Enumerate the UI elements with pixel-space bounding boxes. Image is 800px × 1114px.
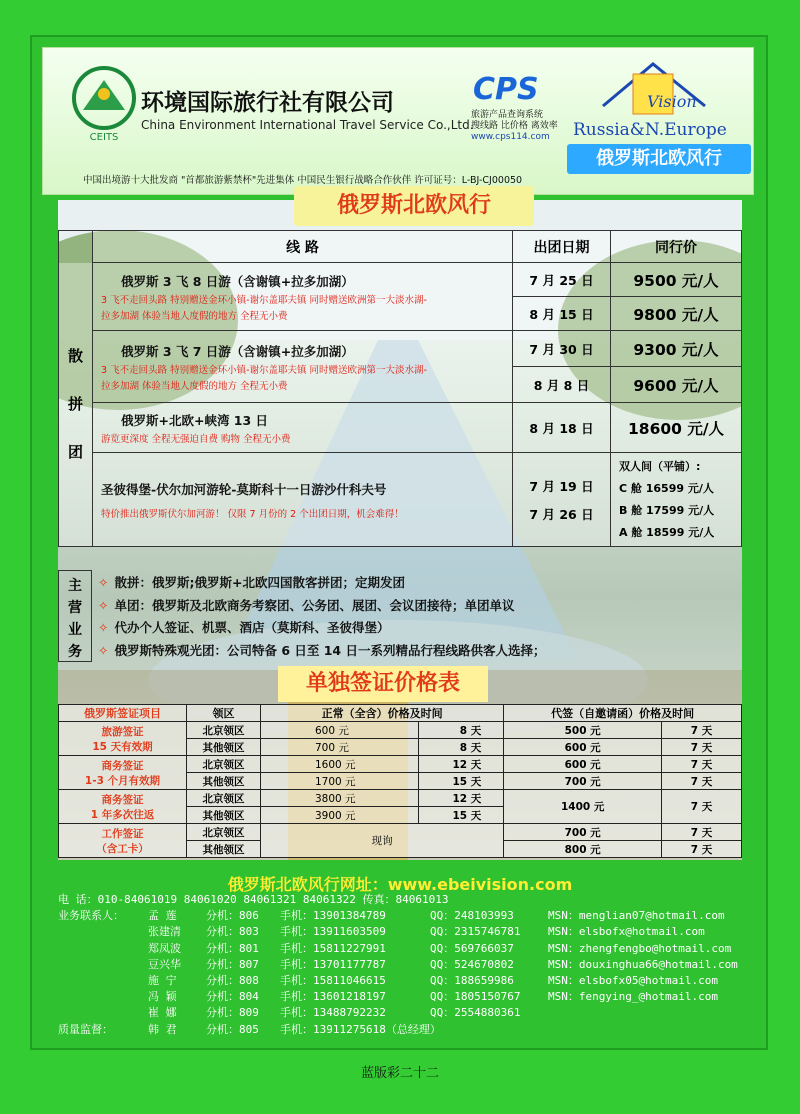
quality-row	[58, 1022, 758, 1038]
visa-region: 北京领区	[187, 824, 261, 841]
departure-date: 8 月 18 日	[513, 403, 611, 453]
contact-field: QQ：248103993	[430, 909, 514, 923]
route-remark: 拉多加湖 体验当地人度假的地方 全程无小费	[101, 310, 288, 322]
visa-agent-price: 600 元	[504, 739, 662, 756]
visa-days: 15 天	[418, 773, 503, 790]
visa-title: 单独签证价格表	[278, 666, 488, 702]
phone-text: 电 话：010-84061019 84061020 84061321 84061322 传真：84061013	[58, 893, 449, 906]
route-title: 俄罗斯+北欧+峡湾 13 日	[121, 412, 269, 428]
visa-header: 领区	[187, 705, 261, 722]
cabin-price: B 舱 17599 元/人	[619, 503, 715, 517]
departure-date: 8 月 15 日	[513, 297, 611, 331]
contact-field: 手机：15811227991	[280, 941, 386, 955]
departure-dates	[513, 453, 611, 547]
visa-item-line: 15 天有效期	[92, 740, 153, 753]
visa-item	[59, 722, 187, 756]
contact-field: 豆兴华	[148, 957, 181, 971]
contact-field: 手机：13701177787	[280, 957, 386, 971]
business-text: 俄罗斯特殊观光团：公司特备 6 日至 14 日一系列精品行程线路供客人选择；	[114, 642, 546, 658]
svg-text:CEITS: CEITS	[89, 132, 119, 143]
visa-region: 其他领区	[187, 841, 261, 858]
house-roof-icon	[593, 56, 713, 126]
ceits-logo	[69, 64, 139, 144]
departure-date: 7 月 19 日	[529, 478, 594, 494]
company-name-cn: 环境国际旅行社有限公司	[141, 90, 394, 116]
route-title: 俄罗斯 3 飞 7 日游（含谢镇+拉多加湖）	[121, 343, 354, 359]
visa-price: 600 元	[261, 722, 419, 739]
business-text: 散拼：俄罗斯;俄罗斯+北欧四国散客拼团；定期发团	[114, 575, 405, 590]
tour-route-2	[93, 331, 513, 403]
contact-field: 张建清	[148, 925, 181, 939]
contact-field: 孟 莲	[148, 909, 177, 923]
business-item	[98, 595, 546, 618]
visa-item-line: 商务签证	[101, 793, 144, 806]
contact-field: MSN：douxinghua66@hotmail.com	[548, 957, 738, 971]
diamond-icon: ✧	[98, 642, 109, 658]
visa-days: 12 天	[418, 756, 503, 773]
contact-field: QQ：2315746781	[430, 925, 521, 939]
contacts-label: 业务联系人：	[58, 909, 124, 923]
visa-agent-days: 7 天	[662, 790, 742, 824]
route-remark: 特价推出俄罗斯伏尔加河游！ 仅限 7 月份的 2 个出团日期，机会难得！	[101, 508, 404, 520]
contact-field: 手机：13601218197	[280, 990, 386, 1004]
contact-field: 分机：806	[206, 909, 259, 923]
label-char: 主	[68, 578, 82, 594]
business-label	[58, 570, 92, 662]
side-char: 散	[67, 347, 83, 366]
visa-agent-days: 7 天	[662, 824, 742, 841]
visa-agent-price: 1400 元	[504, 790, 662, 824]
visa-agent-price: 800 元	[504, 841, 662, 858]
diamond-icon: ✧	[98, 575, 109, 590]
business-text: 单团：俄罗斯及北欧商务考察团、公务团、展团、会议团接待；单团单议	[114, 597, 515, 613]
contact-field: MSN：elsbofx@hotmail.com	[548, 925, 705, 939]
visa-price-table	[58, 704, 742, 858]
visa-price-inquire: 现询	[261, 824, 504, 858]
visa-region: 其他领区	[187, 807, 261, 824]
cps-url[interactable]: www.cps114.com	[471, 132, 550, 142]
cps-sub-line1: 旅游产品查询系统	[471, 110, 544, 120]
visa-item-line: 1-3 个月有效期	[84, 774, 161, 787]
visa-price: 700 元	[261, 739, 419, 756]
label-char: 业	[68, 622, 82, 638]
tour-route-1	[93, 263, 513, 331]
visa-days: 15 天	[418, 807, 503, 824]
contact-field: 分机：801	[206, 941, 259, 955]
visa-region: 其他领区	[187, 739, 261, 756]
visa-header: 代签（自邀请函）价格及时间	[504, 705, 742, 722]
tour-price-table	[58, 230, 742, 547]
cabin-price: 双人间（平铺）:	[619, 459, 701, 473]
business-item	[98, 572, 546, 595]
side-char: 团	[67, 443, 83, 462]
tour-price: 9600 元/人	[611, 367, 742, 403]
visa-price: 1700 元	[261, 773, 419, 790]
phone-row	[58, 892, 758, 908]
side-char: 拼	[67, 395, 83, 414]
contact-field: MSN：fengying_@hotmail.com	[548, 990, 718, 1004]
contact-field: 手机：13911603509	[280, 925, 386, 939]
contact-row	[58, 989, 758, 1005]
contact-field[interactable]: MSN：menglian07@hotmail.com	[548, 909, 725, 923]
cps-logo: CPS	[473, 72, 539, 107]
contact-field: QQ：188659986	[430, 973, 514, 987]
contact-field: 施 宁	[148, 973, 177, 987]
diamond-icon: ✧	[98, 597, 109, 613]
contact-field: QQ：569766037	[430, 941, 514, 955]
route-header: 线 路	[93, 231, 513, 263]
contact-field: 手机：13488792232	[280, 1006, 386, 1020]
visa-item-line: （含工卡）	[96, 842, 149, 855]
visa-header: 正常（全含）价格及时间	[261, 705, 504, 722]
visa-item-line: 旅游签证	[101, 725, 144, 738]
visa-item	[59, 824, 187, 858]
page-title: 俄罗斯北欧风行	[294, 186, 534, 226]
contact-field: 手机：13901384789	[280, 909, 386, 923]
route-title: 圣彼得堡-伏尔加河游轮-莫斯科十一日游沙什科夫号	[101, 481, 387, 497]
header-banner	[42, 47, 754, 195]
contact-field: 分机：808	[206, 973, 259, 987]
cps-sub-line2: 搜线路 比价格 离效率	[471, 121, 558, 131]
license-line: 中国出境游十大批发商 "首都旅游紫禁杯"先进集体 中国民生银行战略合作伙伴 许可证号：L-BJ-CJ00050	[83, 175, 523, 186]
contact-block	[58, 892, 758, 1038]
contact-field: 手机：15811046615	[280, 973, 386, 987]
departure-date: 8 月 8 日	[513, 367, 611, 403]
contact-field: 崔 娜	[148, 1006, 177, 1020]
visa-item	[59, 756, 187, 790]
side-label-sanpin	[59, 263, 93, 547]
visa-region: 北京领区	[187, 790, 261, 807]
vision-word: Vision	[647, 92, 697, 111]
contact-row	[58, 973, 758, 989]
visa-agent-days: 7 天	[662, 841, 742, 858]
russia-europe-text: Russia&N.Europe	[573, 120, 727, 140]
departure-date: 7 月 26 日	[529, 506, 594, 522]
visa-item-line: 1 年多次往返	[90, 808, 155, 821]
contact-row	[58, 957, 758, 973]
tour-price: 18600 元/人	[611, 403, 742, 453]
departure-date: 7 月 30 日	[513, 331, 611, 367]
contact-field: 分机：804	[206, 990, 259, 1004]
visa-agent-price: 700 元	[504, 773, 662, 790]
visa-price: 3900 元	[261, 807, 419, 824]
price-header: 同行价	[611, 231, 742, 263]
visa-price: 3800 元	[261, 790, 419, 807]
contact-row	[58, 924, 758, 940]
visa-price: 1600 元	[261, 756, 419, 773]
contact-field: QQ：524670802	[430, 957, 514, 971]
contact-field: 冯 颖	[148, 990, 177, 1004]
visa-region: 北京领区	[187, 722, 261, 739]
visa-days: 8 天	[418, 739, 503, 756]
route-remark: 3 飞不走回头路 特别赠送金环小镇-谢尔盖耶夫镇 同时赠送欧洲第一大淡水湖-	[101, 364, 427, 376]
cabin-price: A 舱 18599 元/人	[619, 525, 715, 539]
visa-agent-price: 500 元	[504, 722, 662, 739]
contact-field: MSN：zhengfengbo@hotmail.com	[548, 941, 732, 955]
contact-field: 郑凤波	[148, 941, 181, 955]
tour-price: 9500 元/人	[611, 263, 742, 297]
visa-region: 北京领区	[187, 756, 261, 773]
business-list	[98, 572, 546, 662]
contact-field: MSN：elsbofx05@hotmail.com	[548, 973, 718, 987]
contact-row	[58, 1005, 758, 1021]
visa-region: 其他领区	[187, 773, 261, 790]
contact-field: QQ：2554880361	[430, 1006, 521, 1020]
business-item	[98, 617, 546, 640]
date-header: 出团日期	[513, 231, 611, 263]
visa-agent-price: 700 元	[504, 824, 662, 841]
business-item	[98, 640, 546, 663]
contact-field: 手机：13911275618（总经理）	[280, 1022, 441, 1036]
quality-label: 质量监督：	[58, 1022, 113, 1036]
visa-header: 俄罗斯签证项目	[59, 705, 187, 722]
label-char: 营	[68, 600, 82, 616]
page-footer: 蓝版彩二十二	[360, 1066, 439, 1081]
contact-field: 分机：805	[206, 1022, 259, 1036]
departure-date: 7 月 25 日	[513, 263, 611, 297]
route-title: 俄罗斯 3 飞 8 日游（含谢镇+拉多加湖）	[121, 273, 354, 289]
contact-row	[58, 908, 758, 924]
visa-agent-days: 7 天	[662, 773, 742, 790]
main-business	[58, 570, 742, 662]
label-char: 务	[68, 644, 82, 660]
visa-item	[59, 790, 187, 824]
vision-cn-banner: 俄罗斯北欧风行	[567, 144, 751, 174]
cabin-prices	[611, 453, 742, 547]
diamond-icon: ✧	[98, 620, 109, 635]
vision-logo	[563, 56, 753, 180]
contact-field: 韩 君	[148, 1022, 177, 1036]
visa-item-line: 工作签证	[101, 827, 144, 840]
side-label-top	[59, 231, 93, 263]
business-text: 代办个人签证、机票、酒店（莫斯科、圣彼得堡）	[114, 620, 390, 635]
contact-field: QQ：1805150767	[430, 990, 521, 1004]
route-remark: 游览更深度 全程无强迫自费 购物 全程无小费	[101, 433, 291, 445]
contact-row	[58, 941, 758, 957]
route-remark: 拉多加湖 体验当地人度假的地方 全程无小费	[101, 380, 288, 392]
route-remark: 3 飞不走回头路 特别赠送金环小镇-谢尔盖耶夫镇 同时赠送欧洲第一大淡水湖-	[101, 294, 427, 306]
visa-agent-price: 600 元	[504, 756, 662, 773]
tour-route-4	[93, 453, 513, 547]
visa-agent-days: 7 天	[662, 722, 742, 739]
visa-days: 8 天	[418, 722, 503, 739]
visa-agent-days: 7 天	[662, 756, 742, 773]
tour-price: 9300 元/人	[611, 331, 742, 367]
contact-field: 分机：803	[206, 925, 259, 939]
visa-item-line: 商务签证	[101, 759, 144, 772]
visa-agent-days: 7 天	[662, 739, 742, 756]
tour-price: 9800 元/人	[611, 297, 742, 331]
contact-field: 分机：807	[206, 957, 259, 971]
company-name-en: China Environment International Travel Service Co.,Ltd.	[141, 118, 474, 132]
cps-subtitle	[471, 110, 567, 143]
tour-route-3	[93, 403, 513, 453]
visa-days: 12 天	[418, 790, 503, 807]
cabin-price: C 舱 16599 元/人	[619, 481, 714, 495]
website-line[interactable]: 俄罗斯北欧风行网址：www.ebeivision.com	[227, 875, 573, 894]
contact-field: 分机：809	[206, 1006, 259, 1020]
